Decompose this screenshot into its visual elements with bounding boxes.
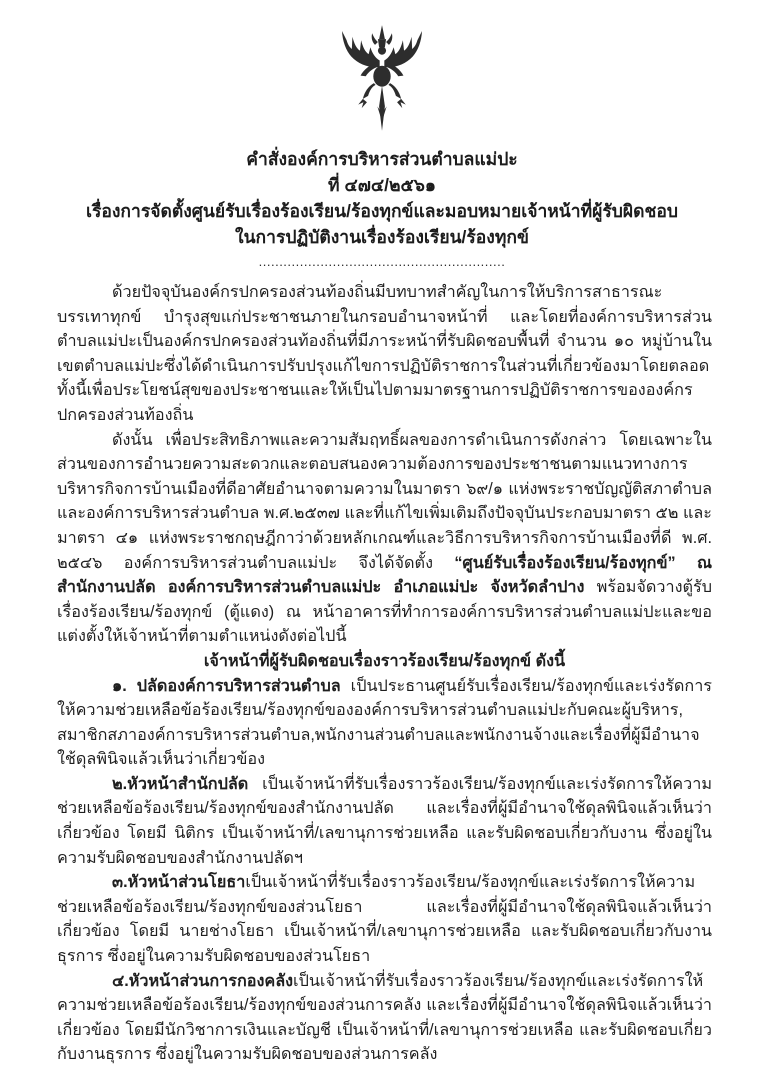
officer-item-4-text: เป็นเจ้าหน้าที่รับเรื่องราวร้องเรียน/ร้องทุกข์และเร่งรัดการให้ความช่วยเหลือข้อร้องเรียน/ร้องทุกข์ของส่วนการคลัง และเรื่องที่ผู้มีอำนาจใช้ดุลพินิจแล้วเห็นว่าเกี่ยวข้อง โดยมีนักวิชาการเงินและบัญชี เป็นเจ้าหน้าที่/เลขานุการช่วยเหลือ และรับผิดชอบเกี่ยวกับงานธุรการ ซึ่งอยู่ในความรับผิดชอบของส่วนการคลัง (57, 971, 712, 1064)
order-title: คำสั่งองค์การบริหารส่วนตำบลแม่ปะ (246, 149, 518, 169)
garuda-emblem-icon (324, 24, 440, 140)
officer-item-3 (57, 870, 712, 968)
intro-paragraph: ด้วยปัจจุบันองค์กรปกครองส่วนท้องถิ่นมีบทบาทสำคัญในการให้บริการสาธารณะบรรเทาทุกข์ บำรุงสุขแก่ประชาชนภายในกรอบอำนาจหน้าที่ และโดยที่องค์การบริหารส่วนตำบลแม่ปะเป็นองค์กรปกครองส่วนท้องถิ่นที่มีภาระหน้าที่รับผิดชอบพื้นที่ จำนวน ๑๐ หมู่บ้านในเขตตำบลแม่ปะซึ่งได้ดำเนินการปรับปรุงแก้ไขการปฏิบัติราชการในส่วนที่เกี่ยวข้องมาโดยตลอดทั้งนี้เพื่อประโยชน์สุขของประชาชนและให้เป็นไปตามมาตรฐานการปฏิบัติราชการขององค์กรปกครองส่วนท้องถิ่น (57, 283, 712, 424)
emblem-container (0, 0, 764, 140)
order-number: ที่ ๔๗๔/๒๕๖๑ (328, 175, 436, 195)
header-divider-dots: ............................................................ (258, 254, 506, 269)
officer-item-4-label: ๔.หัวหน้าส่วนการกองคลัง (112, 971, 294, 990)
document-body (0, 270, 764, 1067)
officer-item-3-text: เป็นเจ้าหน้าที่รับเรื่องราวร้องเรียน/ร้องทุกข์และเร่งรัดการให้ความช่วยเหลือข้อร้องเรียน/ร้องทุกข์ของส่วนโยธา และเรื่องที่ผู้มีอำนาจใช้ดุลพินิจแล้วเห็นว่าเกี่ยวข้อง โดยมี นายช่างโยธา เป็นเจ้าหน้าที่/เลขานุการช่วยเหลือ และรับผิดชอบเกี่ยวกับงานธุรการ ซึ่งอยู่ในความรับผิดชอบของส่วนโยธา (57, 873, 712, 966)
officer-item-2 (57, 772, 712, 870)
officer-item-1 (57, 674, 712, 772)
title-block (0, 146, 764, 270)
officer-item-1-text: เป็นประธานศูนย์รับเรื่องเรียน/ร้องทุกข์และเร่งรัดการให้ความช่วยเหลือข้อร้องเรียน/ร้องทุกข์ขององค์การบริหารส่วนตำบลแม่ปะกับคณะผู้บริหาร, สมาชิกสภาองค์การบริหารส่วนตำบล,พนักงานส่วนตำบลและพนักงานจ้างและเรื่องที่ผู้มีอำนาจใช้ดุลพินิจแล้วเห็นว่าเกี่ยวข้อง (57, 676, 713, 769)
responsible-officers-heading: เจ้าหน้าที่ผู้รับผิดชอบเรื่องราวร้องเรียน/ร้องทุกข์ ดังนี้ (203, 651, 566, 670)
subject-line-2: ในการปฏิบัติงานเรื่องร้องเรียน/ร้องทุกข์ (235, 227, 529, 247)
center-name-bold: “ศูนย์รับเรื่องร้องเรียน/ร้องทุกข์” ณ สำนักงานปลัด องค์การบริหารส่วนตำบลแม่ปะ อำเภอแม่ปะ จังหวัดลำปาง (57, 553, 712, 597)
officer-item-2-label: ๒.หัวหน้าสำนักปลัด (112, 774, 249, 793)
subject-line-1: เรื่องการจัดตั้งศูนย์รับเรื่องร้องเรียน/ร้องทุกข์และมอบหมายเจ้าหน้าที่ผู้รับผิดชอบ (85, 201, 679, 221)
authority-text-start: ดังนั้น เพื่อประสิทธิภาพและความสัมฤทธิ์ผลของการดำเนินการดังกล่าว โดยเฉพาะในส่วนของการอำนวยความสะดวกและตอบสนองความต้องการของประชาชนตามแนวทางการบริหารกิจการบ้านเมืองที่ดีอาศัยอำนาจตามความในมาตรา ๖๙/๑ แห่งพระราชบัญญัติสภาตำบลและองค์การบริหารส่วนตำบล พ.ศ.๒๕๓๗ และที่แก้ไขเพิ่มเติมถึงปัจจุบันประกอบมาตรา ๕๒ และมาตรา ๔๑ แห่งพระราชกฤษฎีกาว่าด้วยหลักเกณฑ์และวิธีการบริหารกิจการบ้านเมืองที่ดี พ.ศ. ๒๕๔๖ องค์การบริหารส่วนตำบลแม่ปะ จึงได้จัดตั้ง (57, 430, 712, 572)
officer-item-3-label: ๓.หัวหน้าส่วนโยธา (112, 873, 246, 892)
authority-text-end: พร้อมจัดวางตู้รับเรื่องร้องเรียน/ร้องทุกข์ (ตู้แดง) ณ หน้าอาคารที่ทำการองค์การบริหารส่วนตำบลแม่ปะและขอแต่งตั้งให้เจ้าหน้าที่ตามตำแหน่งดังต่อไปนี้ (57, 578, 712, 646)
officer-item-4 (57, 969, 712, 1067)
officer-item-2-text: เป็นเจ้าหน้าที่รับเรื่องราวร้องเรียน/ร้องทุกข์และเร่งรัดการให้ความช่วยเหลือข้อร้องเรียน/ร้องทุกข์ของสำนักงานปลัด และเรื่องที่ผู้มีอำนาจใช้ดุลพินิจแล้วเห็นว่าเกี่ยวข้อง โดยมี นิติกร เป็นเจ้าหน้าที่/เลขานุการช่วยเหลือ และรับผิดชอบเกี่ยวกับงาน ซึ่งอยู่ในความรับผิดชอบของสำนักงานปลัดฯ (57, 774, 712, 867)
officer-item-1-label: ๑. ปลัดองค์การบริหารส่วนตำบล (112, 676, 341, 695)
authority-paragraph (57, 428, 712, 649)
